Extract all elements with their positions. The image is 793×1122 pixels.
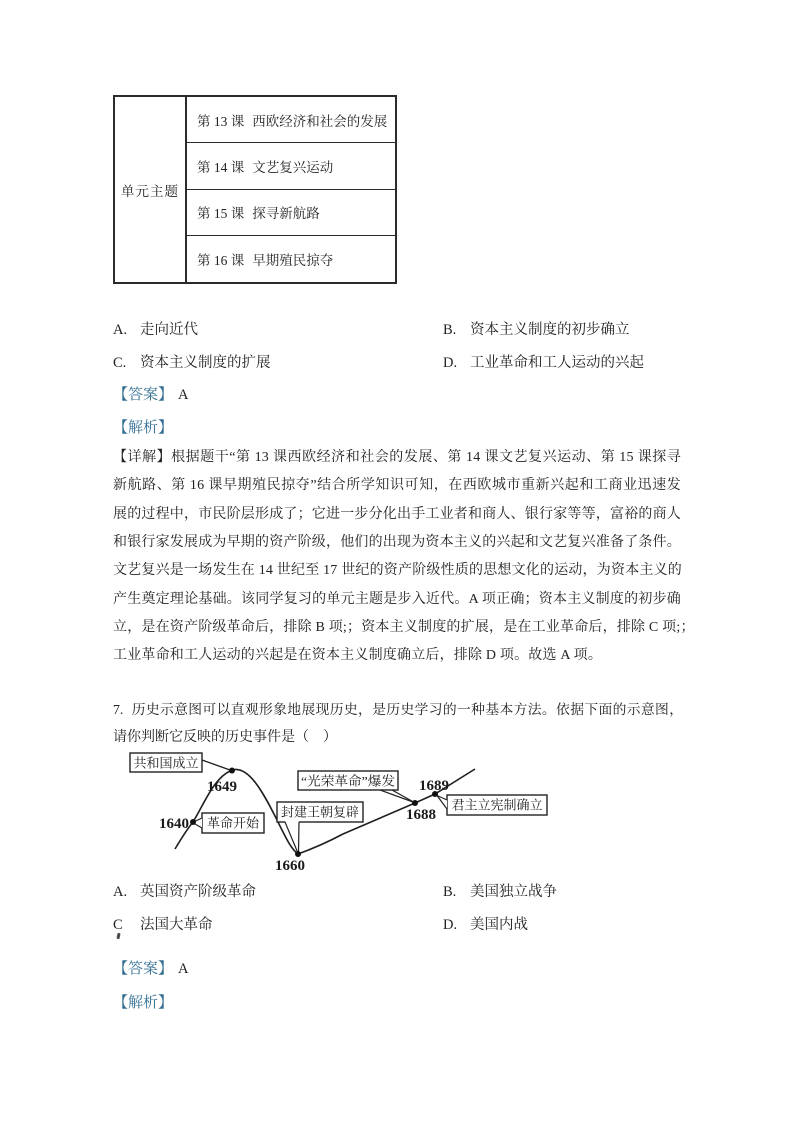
q7-number: 7. [113, 702, 124, 717]
english-revolution-timeline-diagram [128, 750, 558, 878]
q7-option-a [113, 880, 256, 901]
q6-detail-line-6: 产生奠定理论基础。该同学复习的单元主题是步入近代。A 项正确；资本主义制度的初步确 [113, 592, 681, 607]
q7-option-b [443, 880, 557, 901]
q6-options-row-1 [113, 318, 681, 340]
revolution-start-label: 革命开始 [206, 815, 260, 831]
option-letter: A. [113, 322, 128, 338]
q6-detail-line-5: 文艺复兴是一场发生在 14 世纪至 17 世纪的资产阶级性质的思想文化的运动，为资本主义的 [113, 563, 682, 578]
answer-label: 【答案】 [113, 961, 174, 977]
lesson-number: 第 15 课 [197, 206, 245, 222]
option-text: 资本主义制度的扩展 [140, 355, 271, 371]
q7-analysis-line [113, 991, 173, 1012]
unit-theme-table [113, 95, 397, 284]
option-letter: C [113, 917, 123, 933]
q6-detail-line-2: 新航路、第 16 课早期殖民掠夺”结合所学知识可知，在西欧城市重新兴起和工商业迅速发 [113, 478, 681, 493]
option-letter: B. [443, 884, 457, 900]
year-1689: 1689 [419, 778, 449, 794]
q7-stem-text: 历史示意图可以直观形象地展现历史，是历史学习的一种基本方法。依据下面的示意图， [131, 702, 683, 717]
lesson-number: 第 16 课 [197, 252, 245, 268]
year-1688: 1688 [406, 807, 436, 823]
q7-options-row-2 [113, 913, 681, 935]
q7-option-c [113, 913, 213, 934]
event-dot-1660 [295, 851, 301, 857]
q7-answer-line [113, 957, 189, 978]
answer-value: A [178, 961, 189, 977]
lesson-title: 文艺复兴运动 [252, 159, 334, 175]
answer-label: 【答案】 [113, 387, 174, 403]
year-1640: 1640 [159, 816, 189, 832]
table-row-lesson14 [187, 143, 395, 189]
q6-detail-line-4: 和银行家发展成为早期的资产阶级，他们的出现为资本主义的兴起和文艺复兴准备了条件。 [113, 535, 681, 550]
option-text: 美国独立战争 [470, 884, 557, 900]
q7-options-row-1 [113, 880, 681, 902]
q6-detail-line-7: 立，是在资产阶级革命后，排除 B 项;；资本主义制度的扩展，是在工业革命后，排除 C 项;； [113, 620, 695, 635]
option-text: 法国大革命 [140, 917, 213, 933]
restoration-label: 封建王朝复辟 [280, 804, 360, 820]
analysis-label: 【解析】 [113, 995, 174, 1011]
option-letter: D. [443, 917, 458, 933]
option-text: 英国资产阶级革命 [140, 884, 256, 900]
event-dot-1688 [412, 800, 418, 806]
glorious-revolution-label: “光荣革命”爆发 [301, 773, 395, 789]
option-letter: B. [443, 322, 457, 338]
option-text: 走向近代 [140, 322, 198, 338]
tail-line [392, 790, 415, 803]
year-1649: 1649 [207, 779, 237, 795]
q6-option-d [443, 351, 644, 372]
lesson-title: 早期殖民掠夺 [252, 252, 334, 268]
option-text: 工业革命和工人运动的兴起 [470, 355, 644, 371]
option-text: 美国内战 [470, 917, 528, 933]
q6-answer-line [113, 383, 189, 404]
q7-stem-line-1 [113, 698, 683, 718]
q6-detail-line-1: 【详解】根据题干“第 13 课西欧经济和社会的发展、第 14 课文艺复兴运动、第 15 课探寻 [113, 450, 681, 465]
option-letter: A. [113, 884, 128, 900]
lesson-number: 第 13 课 [197, 113, 245, 129]
table-row-lesson16 [187, 236, 395, 282]
table-row-lesson15 [187, 190, 395, 236]
q7-stem-line-2: 请你判断它反映的历史事件是（ ） [113, 730, 337, 745]
republic-label: 共和国成立 [133, 755, 199, 771]
event-dot-1649 [229, 768, 235, 774]
republic-leader-line [202, 760, 230, 770]
constitutional-monarchy-label: 君主立宪制确立 [451, 797, 543, 813]
option-letter: D. [443, 355, 458, 371]
tail-line [380, 790, 413, 802]
year-1660: 1660 [275, 858, 305, 874]
option-letter: C. [113, 355, 127, 371]
event-dot-1640 [190, 819, 196, 825]
q6-options-row-2 [113, 351, 681, 373]
q6-option-c [113, 351, 271, 372]
q6-option-b [443, 318, 630, 339]
q6-option-a [113, 318, 198, 339]
lesson-title: 西欧经济和社会的发展 [252, 113, 388, 129]
table-theme-header: 单元主题 [115, 97, 187, 282]
q6-analysis-line [113, 416, 173, 437]
q6-detail-line-3: 展的过程中，市民阶层形成了；它进一步分化出手工业者和商人、银行家等等，富裕的商人 [113, 507, 681, 522]
analysis-label: 【解析】 [113, 420, 174, 436]
timeline-svg [128, 750, 558, 878]
scan-artifact-dot [116, 933, 120, 939]
lesson-title: 探寻新航路 [252, 206, 320, 222]
q6-detail-line-8: 工业革命和工人运动的兴起是在资本主义制度确立后，排除 D 项。故选 A 项。 [113, 648, 603, 663]
q7-option-d [443, 913, 528, 934]
option-text: 资本主义制度的初步确立 [470, 322, 630, 338]
tail-line [299, 822, 300, 852]
table-row-lesson13 [187, 97, 395, 143]
answer-value: A [178, 387, 189, 403]
lesson-number: 第 14 课 [197, 159, 245, 175]
